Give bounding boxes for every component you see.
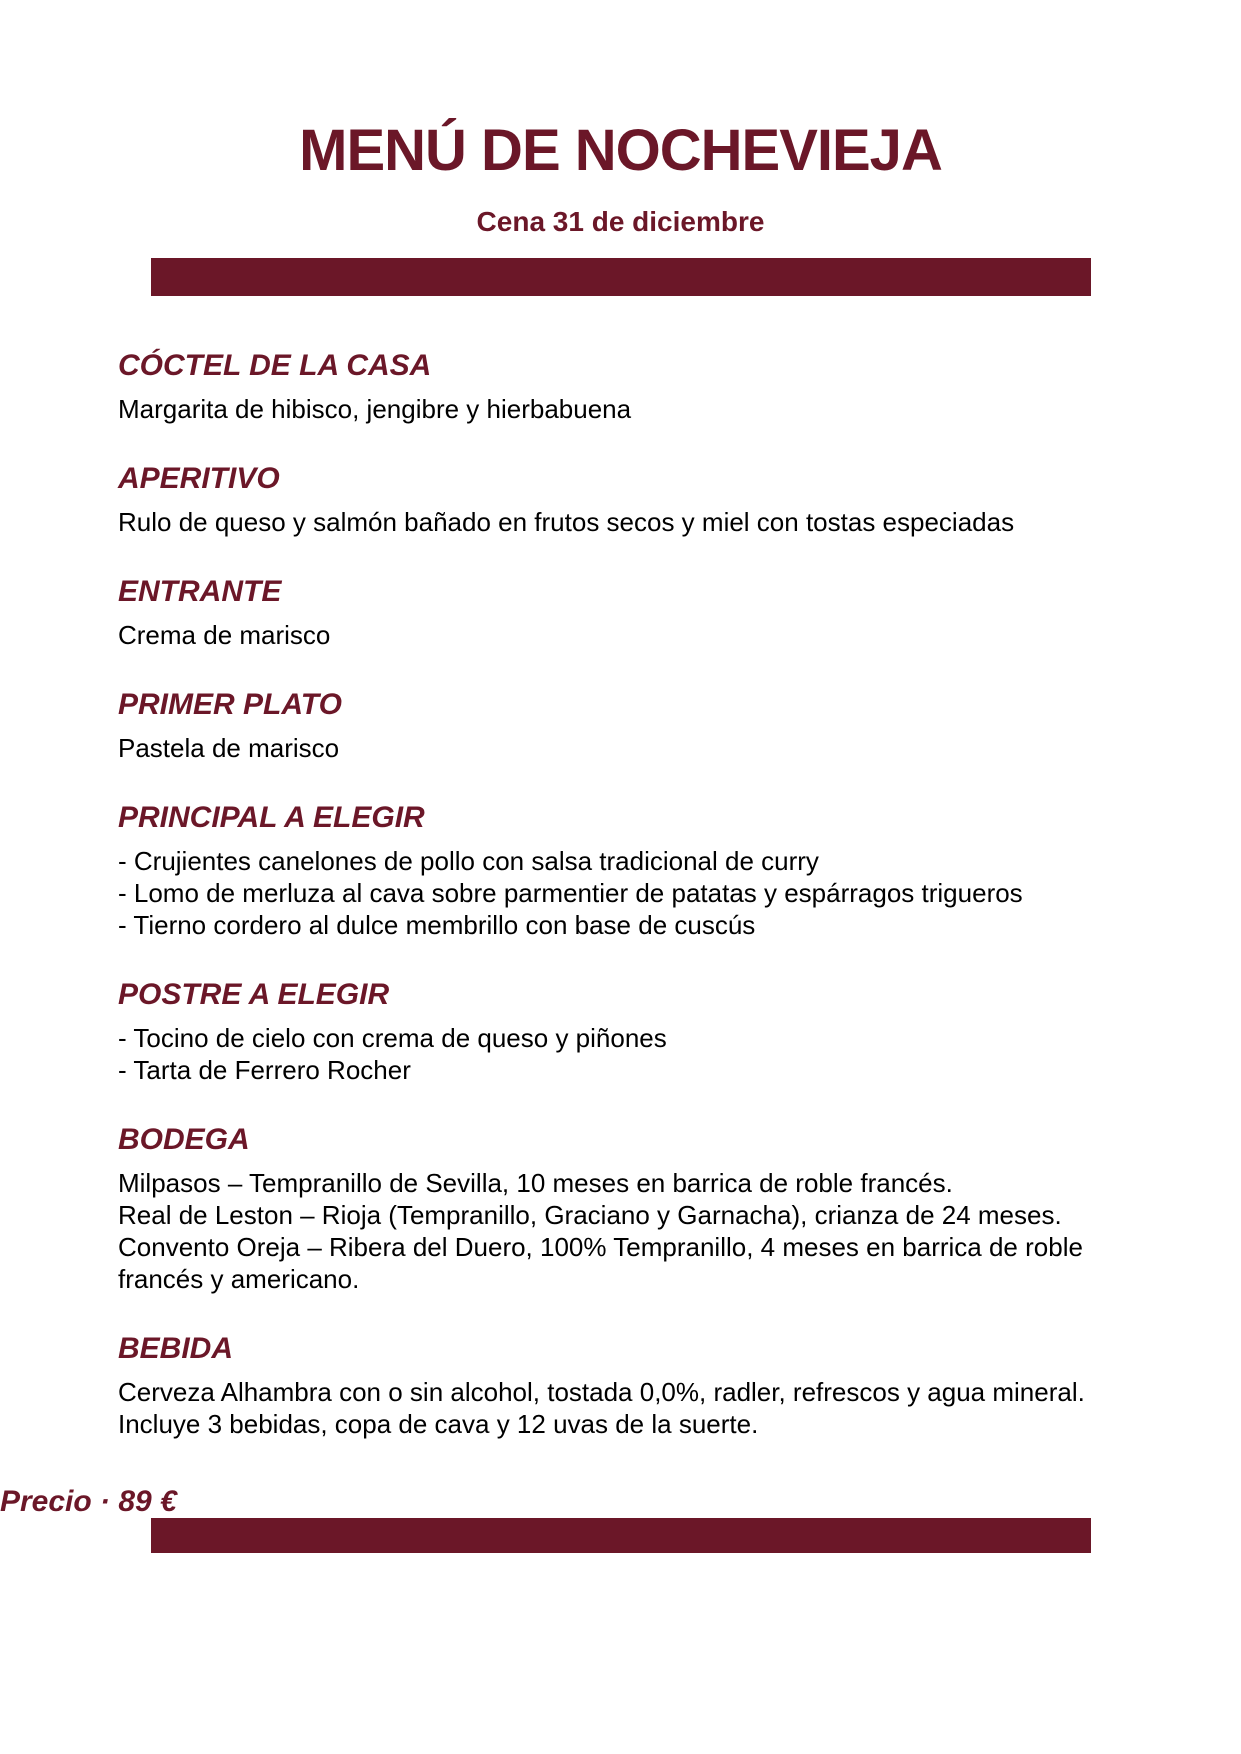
menu-item-line: Margarita de hibisco, jengibre y hierbabuena xyxy=(118,394,632,424)
section-heading: PRINCIPAL A ELEGIR xyxy=(118,801,425,834)
menu-item-line: - Tarta de Ferrero Rocher xyxy=(118,1055,411,1085)
menu-item-line: Real de Leston – Rioja (Tempranillo, Graciano y Garnacha), crianza de 24 meses. xyxy=(118,1200,1062,1230)
section-body xyxy=(118,506,1148,538)
menu-section xyxy=(118,800,1148,941)
menu-item-line: - Lomo de merluza al cava sobre parmentier de patatas y espárragos trigueros xyxy=(118,878,1023,908)
section-body xyxy=(118,393,1148,425)
section-body xyxy=(118,1376,1148,1440)
section-body xyxy=(118,1022,1148,1086)
menu-item-line: Rulo de queso y salmón bañado en frutos secos y miel con tostas especiadas xyxy=(118,507,1015,537)
section-body xyxy=(118,1167,1148,1295)
menu-item-line: Milpasos – Tempranillo de Sevilla, 10 meses en barrica de roble francés. xyxy=(118,1168,953,1198)
menu-section xyxy=(118,1331,1148,1440)
section-body xyxy=(118,619,1148,651)
section-body xyxy=(118,732,1148,764)
menu-section xyxy=(118,687,1148,764)
menu-section xyxy=(118,461,1148,538)
menu-section xyxy=(118,977,1148,1086)
menu-section xyxy=(118,348,1148,425)
menu-section xyxy=(118,1122,1148,1295)
section-heading: POSTRE A ELEGIR xyxy=(118,978,390,1011)
top-divider-bar xyxy=(151,258,1091,296)
menu-section xyxy=(118,574,1148,651)
menu-item-line: Convento Oreja – Ribera del Duero, 100% Tempranillo, 4 meses en barrica de roble xyxy=(118,1232,1083,1262)
bottom-divider-bar xyxy=(151,1518,1091,1553)
price-label: Precio · 89 € xyxy=(0,1485,177,1518)
menu-item-line: Incluye 3 bebidas, copa de cava y 12 uvas de la suerte. xyxy=(118,1409,759,1439)
menu-item-line: francés y americano. xyxy=(118,1264,360,1294)
section-heading: BEBIDA xyxy=(118,1332,234,1365)
menu-item-line: - Tocino de cielo con crema de queso y piñones xyxy=(118,1023,667,1053)
menu-item-line: Pastela de marisco xyxy=(118,733,340,763)
section-heading: PRIMER PLATO xyxy=(118,688,342,721)
menu-item-line: - Tierno cordero al dulce membrillo con base de cuscús xyxy=(118,910,756,940)
page-title: MENÚ DE NOCHEVIEJA xyxy=(299,118,942,183)
section-heading: CÓCTEL DE LA CASA xyxy=(118,349,432,382)
section-heading: ENTRANTE xyxy=(118,575,282,608)
section-body xyxy=(118,845,1148,941)
menu-item-line: - Crujientes canelones de pollo con salsa tradicional de curry xyxy=(118,846,819,876)
section-heading: BODEGA xyxy=(118,1123,250,1156)
menu-item-line: Crema de marisco xyxy=(118,620,331,650)
menu-item-line: Cerveza Alhambra con o sin alcohol, tostada 0,0%, radler, refrescos y agua mineral. xyxy=(118,1377,1085,1407)
page-subtitle: Cena 31 de diciembre xyxy=(476,206,765,237)
menu-sections xyxy=(118,348,1148,1440)
section-heading: APERITIVO xyxy=(118,462,280,495)
